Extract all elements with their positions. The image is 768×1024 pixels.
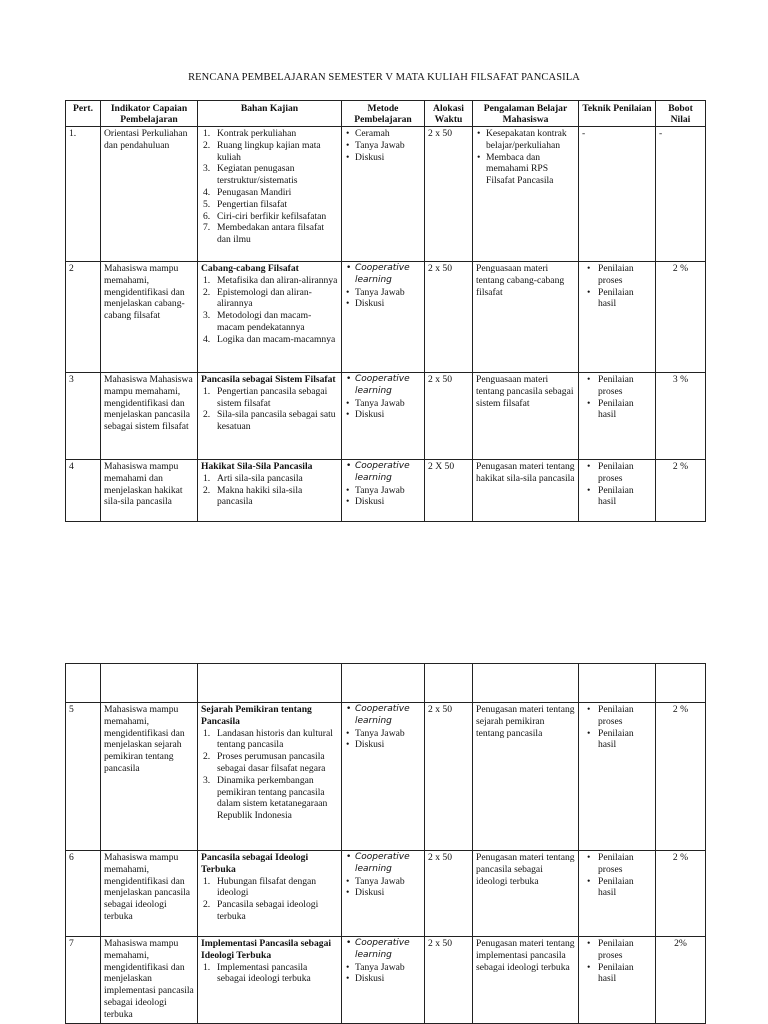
bahan-kajian-item: Pengertian pancasila sebagai sistem filsafat [217, 385, 328, 409]
bahan-kajian-list [201, 386, 338, 433]
cell-metode [342, 262, 425, 373]
bahan-kajian-item: Proses perumusan pancasila sebagai dasar filsafat negara [217, 751, 326, 774]
cell-bobot [656, 460, 706, 522]
bahan-kajian-list [201, 876, 338, 923]
header-bobot: Bobot Nilai [656, 101, 706, 127]
bahan-kajian-title: Hakikat Sila-Sila Pancasila [201, 461, 313, 472]
pertemuan-number: 4 [69, 461, 74, 472]
bahan-kajian-list [201, 128, 338, 246]
metode-item-list [345, 263, 421, 310]
metode-item: • Diskusi [345, 973, 421, 985]
indikator-text: Mahasiswa mampu memahami, mengidentifikasi dan menjelaskan sejarah pemikiran tentang pancasila [104, 704, 185, 774]
cell-indikator [101, 851, 198, 937]
rps-table-page-1 [65, 100, 706, 522]
cell-bobot [656, 937, 706, 1024]
bahan-kajian-item: Kegiatan penugasan terstruktur/sistematis [217, 163, 298, 187]
bobot-nilai: 2 % [672, 263, 689, 274]
bahan-kajian-title: Pancasila sebagai Sistem Filsafat [201, 374, 336, 385]
table-row [66, 127, 706, 262]
indikator-text: Orientasi Perkuliahan dan pendahuluan [104, 128, 188, 151]
teknik-item-list [582, 263, 652, 310]
cell-metode [342, 460, 425, 522]
alokasi-waktu: 2 x 50 [428, 704, 452, 715]
metode-item: • Diskusi [345, 409, 421, 421]
cell-pengalaman [473, 373, 579, 460]
teknik-item: • Penilaian proses [582, 938, 652, 962]
cell-bahan-kajian [198, 851, 342, 937]
pengalaman-item: • Membaca dan memahami RPS Filsafat Pancasila [476, 152, 575, 187]
bahan-kajian-item: Epistemologi dan aliran-alirannya [217, 286, 312, 310]
cell-pert [66, 460, 101, 522]
cell-indikator [101, 373, 198, 460]
cell-metode [342, 703, 425, 851]
bahan-kajian-item: Metafisika dan aliran-alirannya [217, 274, 338, 286]
metode-item: • Diskusi [345, 887, 421, 899]
metode-item-list [345, 128, 421, 163]
cell-pert [66, 373, 101, 460]
metode-item: • Ceramah [345, 128, 421, 140]
bahan-kajian-item: Pancasila sebagai ideologi terbuka [217, 899, 319, 922]
bahan-kajian-list [201, 962, 338, 986]
document-title: RENCANA PEMBELAJARAN SEMESTER V MATA KULIAH FILSAFAT PANCASILA [188, 72, 580, 83]
teknik-item-list [582, 704, 652, 751]
pertemuan-number: 2 [69, 263, 74, 274]
cell-pengalaman [473, 851, 579, 937]
cell-alokasi [425, 373, 473, 460]
teknik-item: • Penilaian proses [582, 263, 652, 287]
teknik-item: • Penilaian proses [582, 461, 652, 485]
table-row [66, 937, 706, 1024]
bahan-kajian-item: Implementasi pancasila sebagai ideologi terbuka [217, 961, 311, 985]
metode-item-list [345, 704, 421, 751]
alokasi-waktu: 2 x 50 [428, 852, 452, 863]
cell-teknik [579, 703, 656, 851]
bahan-kajian-title: Sejarah Pemikiran tentang Pancasila [201, 704, 312, 727]
pertemuan-number: 5 [69, 704, 74, 715]
teknik-item-list [582, 852, 652, 899]
teknik-item: • Penilaian hasil [582, 962, 652, 986]
bahan-kajian-item: Sila-sila pancasila sebagai satu kesatuan [217, 409, 336, 433]
header-teknik: Teknik Penilaian [579, 101, 656, 127]
cell-metode [342, 937, 425, 1024]
cell-teknik [579, 851, 656, 937]
table-blank-header-row [66, 664, 706, 703]
table-row [66, 262, 706, 373]
cell-bobot [656, 262, 706, 373]
pengalaman-text: Penugasan materi tentang hakikat sila-sila pancasila [476, 461, 575, 484]
alokasi-waktu: 2 x 50 [428, 263, 452, 274]
metode-item: • Tanya Jawab [345, 398, 421, 410]
cell-indikator [101, 460, 198, 522]
alokasi-waktu: 2 x 50 [428, 938, 452, 949]
metode-item: • Cooperative learning [345, 374, 421, 398]
cell-teknik [579, 460, 656, 522]
cell-pert [66, 851, 101, 937]
cell-pert [66, 937, 101, 1024]
cell-pengalaman [473, 127, 579, 262]
cell-pert [66, 262, 101, 373]
cell-pengalaman [473, 703, 579, 851]
bobot-nilai: - [659, 128, 663, 139]
bahan-kajian-item: Penugasan Mandiri [217, 186, 292, 198]
cell-teknik [579, 127, 656, 262]
bahan-kajian-item: Dinamika perkembangan pemikiran tentang pancasila dalam sistem ketatanegaraan Republik Indonesia [217, 774, 328, 822]
header-indikator: Indikator Capaian Pembelajaran [101, 101, 198, 127]
alokasi-waktu: 2 x 50 [428, 128, 452, 139]
header-metode: Metode Pembelajaran [342, 101, 425, 127]
bahan-kajian-item: Ruang lingkup kajian mata kuliah [217, 139, 321, 163]
indikator-text: Mahasiswa mampu memahami, mengidentifikasi dan menjelaskan implementasi pancasila sebagai ideologi terbuka [104, 938, 194, 1020]
cell-alokasi [425, 851, 473, 937]
pengalaman-text: Penugasan materi tentang sejarah pemikiran tentang pancasila [476, 704, 575, 739]
indikator-text: Mahasiswa mampu memahami, mengidentifikasi dan menjelaskan cabang-cabang filsafat [104, 263, 185, 322]
table-row [66, 851, 706, 937]
teknik-item: • Penilaian proses [582, 374, 652, 398]
teknik-item: • Penilaian hasil [582, 398, 652, 422]
alokasi-waktu: 2 x 50 [428, 374, 452, 385]
cell-pengalaman [473, 937, 579, 1024]
metode-item: • Tanya Jawab [345, 728, 421, 740]
cell-metode [342, 127, 425, 262]
pengalaman-text: Penguasaan materi tentang pancasila sebagai sistem filsafat [476, 374, 574, 409]
cell-metode [342, 851, 425, 937]
table-row [66, 460, 706, 522]
pengalaman-item-list [476, 128, 575, 187]
table-row [66, 373, 706, 460]
bahan-kajian-item: Logika dan macam-macamnya [217, 333, 336, 345]
bahan-kajian-item: Makna hakiki sila-sila pancasila [217, 484, 303, 508]
cell-indikator [101, 937, 198, 1024]
metode-item: • Tanya Jawab [345, 485, 421, 497]
cell-teknik [579, 262, 656, 373]
metode-item-list [345, 938, 421, 985]
pengalaman-text: Penugasan materi tentang pancasila sebagai ideologi terbuka [476, 852, 575, 887]
bahan-kajian-list [201, 728, 338, 822]
alokasi-waktu: 2 X 50 [428, 461, 455, 472]
bobot-nilai: 2 % [672, 461, 689, 472]
indikator-text: Mahasiswa mampu memahami dan menjelaskan hakikat sila-sila pancasila [104, 461, 183, 508]
metode-item: • Cooperative learning [345, 263, 421, 287]
cell-bobot [656, 127, 706, 262]
cell-teknik [579, 373, 656, 460]
metode-item: • Cooperative learning [345, 852, 421, 876]
cell-indikator [101, 703, 198, 851]
bahan-kajian-item: Kontrak perkuliahan [217, 128, 297, 139]
teknik-item-list [582, 374, 652, 421]
bobot-nilai: 3 % [672, 374, 689, 385]
cell-alokasi [425, 262, 473, 373]
teknik-text: - [582, 128, 586, 139]
metode-item: • Diskusi [345, 298, 421, 310]
teknik-item-list [582, 938, 652, 985]
bahan-kajian-item: Ciri-ciri berfikir kefilsafatan [217, 210, 327, 222]
cell-pengalaman [473, 460, 579, 522]
pertemuan-number: 7 [69, 938, 74, 949]
bahan-kajian-item: Landasan historis dan kultural tentang pancasila [217, 727, 333, 751]
cell-bahan-kajian [198, 703, 342, 851]
pertemuan-number: 3 [69, 374, 74, 385]
metode-item: • Diskusi [345, 496, 421, 508]
pertemuan-number: 1. [69, 128, 77, 139]
cell-pert [66, 703, 101, 851]
cell-bobot [656, 703, 706, 851]
cell-bobot [656, 851, 706, 937]
cell-metode [342, 373, 425, 460]
cell-pert [66, 127, 101, 262]
table-row [66, 703, 706, 851]
bobot-nilai: 2 % [672, 852, 689, 863]
cell-pengalaman [473, 262, 579, 373]
pengalaman-text: Penugasan materi tentang implementasi pancasila sebagai ideologi terbuka [476, 938, 575, 973]
bahan-kajian-list [201, 473, 338, 508]
indikator-text: Mahasiswa Mahasiswa mampu memahami, mengidentifikasi dan menjelaskan pancasila sebagai sistem filsafat [104, 374, 193, 433]
bobot-nilai: 2% [674, 938, 687, 949]
cell-bahan-kajian [198, 460, 342, 522]
cell-teknik [579, 937, 656, 1024]
cell-bobot [656, 373, 706, 460]
bahan-kajian-title: Pancasila sebagai Ideologi Terbuka [201, 852, 309, 875]
cell-bahan-kajian [198, 127, 342, 262]
pertemuan-number: 6 [69, 852, 74, 863]
metode-item-list [345, 852, 421, 899]
bahan-kajian-title: Cabang-cabang Filsafat [201, 263, 299, 274]
teknik-item: • Penilaian hasil [582, 287, 652, 311]
metode-item-list [345, 374, 421, 421]
indikator-text: Mahasiswa mampu memahami, mengidentifikasi dan menjelaskan pancasila sebagai ideologi terbuka [104, 852, 191, 922]
cell-alokasi [425, 127, 473, 262]
metode-item-list [345, 461, 421, 508]
teknik-item: • Penilaian hasil [582, 728, 652, 752]
teknik-item: • Penilaian proses [582, 704, 652, 728]
metode-item: • Cooperative learning [345, 938, 421, 962]
table-header-row [66, 101, 706, 127]
teknik-item-list [582, 461, 652, 508]
metode-item: • Diskusi [345, 739, 421, 751]
header-bahan: Bahan Kajian [198, 101, 342, 127]
metode-item: • Cooperative learning [345, 461, 421, 485]
metode-item: • Cooperative learning [345, 704, 421, 728]
cell-bahan-kajian [198, 937, 342, 1024]
bahan-kajian-item: Pengertian filsafat [217, 198, 288, 210]
bahan-kajian-title: Implementasi Pancasila sebagai Ideologi Terbuka [201, 938, 332, 961]
metode-item: • Tanya Jawab [345, 287, 421, 299]
pengalaman-text: Penguasaan materi tentang cabang-cabang filsafat [476, 263, 565, 298]
metode-item: • Tanya Jawab [345, 962, 421, 974]
teknik-item: • Penilaian hasil [582, 876, 652, 900]
bahan-kajian-list [201, 275, 338, 346]
bobot-nilai: 2 % [672, 704, 689, 715]
cell-alokasi [425, 937, 473, 1024]
cell-indikator [101, 262, 198, 373]
metode-item: • Diskusi [345, 152, 421, 164]
rps-table-page-2 [65, 663, 706, 1024]
bahan-kajian-item: Metodologi dan macam-macam pendekatannya [217, 310, 312, 333]
header-pert: Pert. [66, 101, 101, 127]
header-pengalaman: Pengalaman Belajar Mahasiswa [473, 101, 579, 127]
bahan-kajian-item: Arti sila-sila pancasila [217, 472, 303, 484]
cell-indikator [101, 127, 198, 262]
teknik-item: • Penilaian hasil [582, 485, 652, 509]
cell-bahan-kajian [198, 373, 342, 460]
metode-item: • Tanya Jawab [345, 876, 421, 888]
cell-alokasi [425, 460, 473, 522]
cell-alokasi [425, 703, 473, 851]
cell-bahan-kajian [198, 262, 342, 373]
header-alokasi: Alokasi Waktu [425, 101, 473, 127]
bahan-kajian-item: Membedakan antara filsafat dan ilmu [217, 222, 325, 246]
metode-item: • Tanya Jawab [345, 140, 421, 152]
teknik-item: • Penilaian proses [582, 852, 652, 876]
pengalaman-item: • Kesepakatan kontrak belajar/perkuliahan [476, 128, 575, 152]
bahan-kajian-item: Hubungan filsafat dengan ideologi [217, 875, 317, 899]
